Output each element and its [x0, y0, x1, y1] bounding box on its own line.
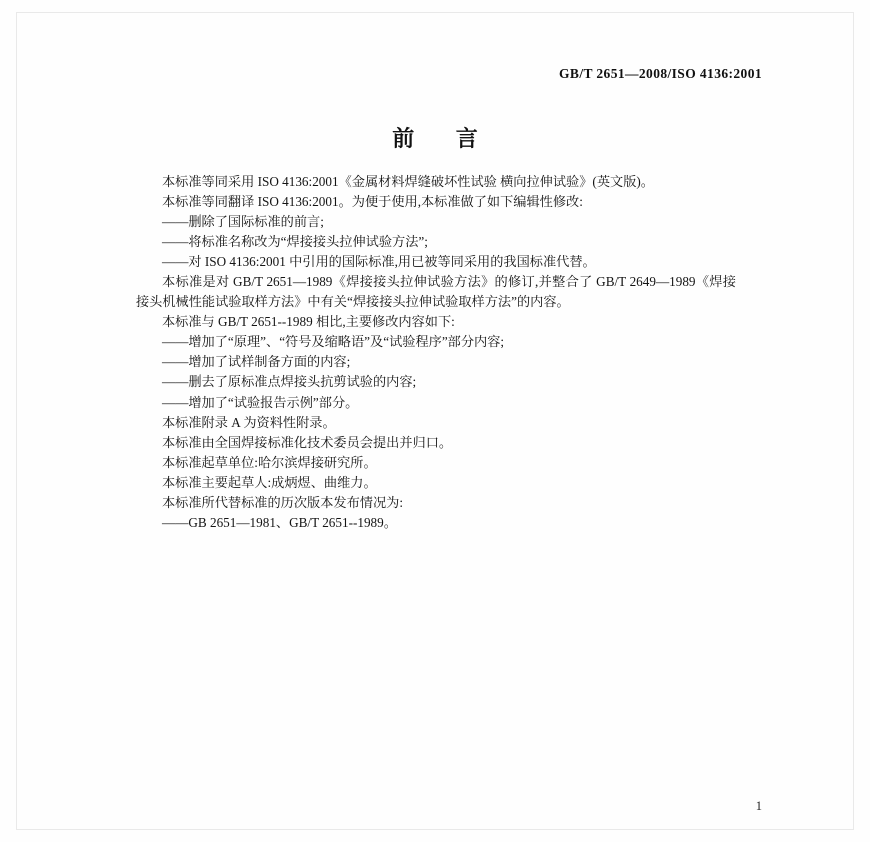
foreword-body	[136, 172, 736, 533]
list-item: ——增加了试样制备方面的内容;	[162, 354, 351, 370]
paragraph: 本标准起草单位:哈尔滨焊接研究所。	[162, 454, 377, 470]
paragraph: 本标准主要起草人:成炳煜、曲维力。	[162, 474, 377, 490]
paragraph: 本标准所代替标准的历次版本发布情况为:	[162, 495, 404, 510]
paragraph: 本标准附录 A 为资料性附录。	[162, 414, 336, 430]
list-item: ——删去了原标准点焊接头抗剪试验的内容;	[162, 374, 417, 390]
standard-number-header: GB/T 2651—2008/ISO 4136:2001	[559, 66, 762, 81]
list-item: ——删除了国际标准的前言;	[162, 214, 324, 230]
paragraph: 本标准等同翻译 ISO 4136:2001。为便于使用,本标准做了如下编辑性修改:	[162, 194, 583, 210]
paragraph: 本标准是对 GB/T 2651—1989《焊接接头拉伸试验方法》的修订,并整合了 GB/T 2649—1989《焊接接头机械性能试验取样方法》中有关“焊接接头拉伸试验取样方法”的内容。	[136, 274, 736, 310]
page-number: 1	[755, 799, 762, 813]
list-item: ——增加了“原理”、“符号及缩略语”及“试验程序”部分内容;	[162, 334, 505, 350]
list-item: ——GB 2651—1981、GB/T 2651--1989。	[162, 515, 397, 531]
paragraph: 本标准等同采用 ISO 4136:2001《金属材料焊缝破坏性试验 横向拉伸试验》(英文版)。	[162, 174, 654, 189]
paragraph: 本标准由全国焊接标准化技术委员会提出并归口。	[162, 434, 453, 450]
page-title: 前 言	[392, 126, 496, 151]
list-item: ——将标准名称改为“焊接接头拉伸试验方法”;	[162, 234, 428, 250]
list-item: ——增加了“试验报告示例”部分。	[162, 394, 359, 410]
paragraph: 本标准与 GB/T 2651--1989 相比,主要修改内容如下:	[162, 314, 455, 330]
list-item: ——对 ISO 4136:2001 中引用的国际标准,用已被等同采用的我国标准代替。	[162, 254, 596, 270]
